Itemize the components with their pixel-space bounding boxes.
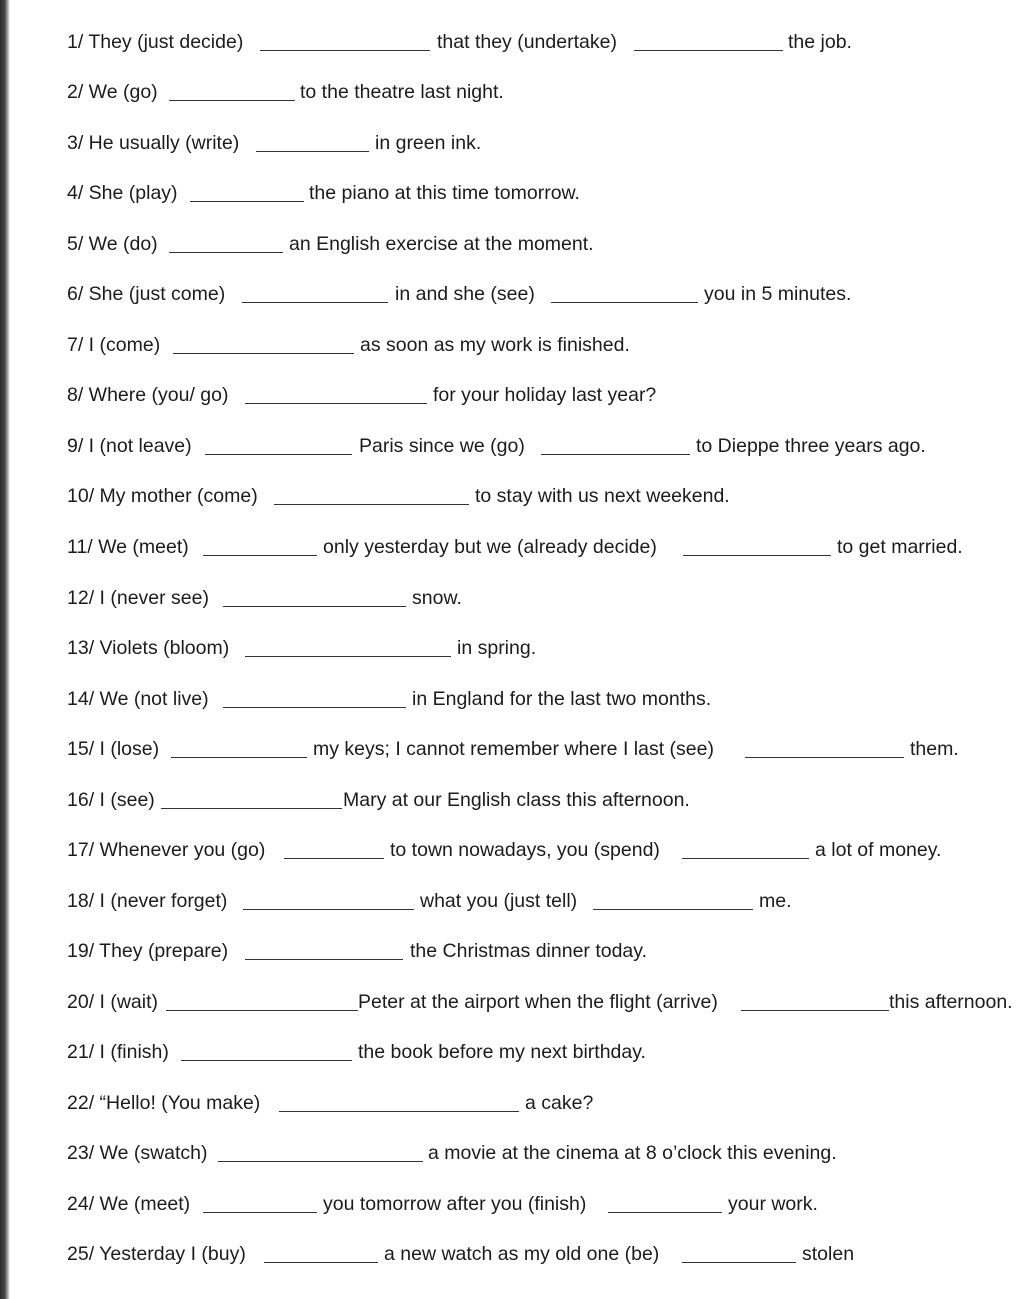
item-text: them. [910, 738, 959, 760]
item-text: 25/ Yesterday I (buy) [67, 1243, 246, 1265]
answer-blank[interactable] [541, 454, 690, 455]
item-text: 16/ I (see) [67, 789, 155, 811]
item-text: 3/ He usually (write) [67, 132, 240, 154]
item-text: in spring. [457, 637, 537, 659]
answer-blank[interactable] [205, 454, 352, 455]
item-text: 7/ I (come) [67, 334, 161, 356]
item-text: 9/ I (not leave) [67, 435, 192, 457]
item-text: 8/ Where (you/ go) [67, 384, 229, 406]
answer-blank[interactable] [264, 1262, 378, 1263]
item-text: 14/ We (not live) [67, 688, 209, 710]
item-text: 18/ I (never forget) [67, 890, 228, 912]
answer-blank[interactable] [245, 403, 427, 404]
item-text: stolen [802, 1243, 855, 1265]
item-text: 6/ She (just come) [67, 283, 226, 305]
answer-blank[interactable] [190, 201, 304, 202]
item-text: 24/ We (meet) [67, 1193, 191, 1215]
item-text: as soon as my work is finished. [360, 334, 630, 356]
answer-blank[interactable] [608, 1212, 722, 1213]
item-text: my keys; I cannot remember where I last (see) [313, 738, 714, 760]
answer-blank[interactable] [741, 1010, 889, 1011]
answer-blank[interactable] [634, 50, 783, 51]
item-text: snow. [412, 587, 462, 609]
item-text: 20/ I (wait) [67, 991, 159, 1013]
item-text: to get married. [837, 536, 963, 558]
answer-blank[interactable] [260, 50, 430, 51]
item-text: Peter at the airport when the flight (arrive) [358, 991, 718, 1013]
answer-blank[interactable] [683, 555, 831, 556]
answer-blank[interactable] [593, 909, 753, 910]
answer-blank[interactable] [218, 1161, 423, 1162]
item-text: what you (just tell) [420, 890, 578, 912]
answer-blank[interactable] [171, 757, 307, 758]
answer-blank[interactable] [284, 858, 384, 859]
answer-blank[interactable] [551, 302, 698, 303]
item-text: 23/ We (swatch) [67, 1142, 208, 1164]
item-text: a lot of money. [815, 839, 942, 861]
answer-blank[interactable] [682, 858, 809, 859]
item-text: to the theatre last night. [300, 81, 504, 103]
item-text: your work. [728, 1193, 818, 1215]
item-text: Mary at our English class this afternoon. [343, 789, 690, 811]
answer-blank[interactable] [245, 959, 403, 960]
answer-blank[interactable] [203, 555, 317, 556]
answer-blank[interactable] [245, 656, 451, 657]
item-text: 19/ They (prepare) [67, 940, 229, 962]
item-text: to town nowadays, you (spend) [390, 839, 660, 861]
item-text: 15/ I (lose) [67, 738, 160, 760]
item-text: in green ink. [375, 132, 482, 154]
answer-blank[interactable] [181, 1060, 352, 1061]
item-text: 13/ Violets (bloom) [67, 637, 230, 659]
item-text: you tomorrow after you (finish) [323, 1193, 587, 1215]
item-text: me. [759, 890, 792, 912]
item-text: 4/ She (play) [67, 182, 178, 204]
item-text: 12/ I (never see) [67, 587, 209, 609]
item-text: to stay with us next weekend. [475, 485, 730, 507]
item-text: 5/ We (do) [67, 233, 158, 255]
item-text: the book before my next birthday. [358, 1041, 646, 1063]
answer-blank[interactable] [223, 606, 406, 607]
item-text: a new watch as my old one (be) [384, 1243, 660, 1265]
answer-blank[interactable] [243, 909, 414, 910]
item-text: 17/ Whenever you (go) [67, 839, 266, 861]
answer-blank[interactable] [256, 151, 369, 152]
item-text: 1/ They (just decide) [67, 31, 244, 53]
item-text: an English exercise at the moment. [289, 233, 594, 255]
answer-blank[interactable] [203, 1212, 317, 1213]
item-text: the Christmas dinner today. [410, 940, 647, 962]
answer-blank[interactable] [169, 100, 295, 101]
answer-blank[interactable] [173, 353, 354, 354]
answer-blank[interactable] [279, 1111, 519, 1112]
answer-blank[interactable] [169, 252, 283, 253]
item-text: for your holiday last year? [433, 384, 657, 406]
answer-blank[interactable] [682, 1262, 796, 1263]
item-text: the piano at this time tomorrow. [309, 182, 580, 204]
item-text: the job. [788, 31, 852, 53]
answer-blank[interactable] [274, 504, 469, 505]
item-text: in and she (see) [395, 283, 535, 305]
item-text: 10/ My mother (come) [67, 485, 258, 507]
item-text: a cake? [525, 1092, 594, 1114]
answer-blank[interactable] [745, 757, 904, 758]
item-text: 22/ “Hello! (You make) [67, 1092, 261, 1114]
item-text: in England for the last two months. [412, 688, 712, 710]
item-text: 11/ We (meet) [67, 536, 189, 558]
item-text: only yesterday but we (already decide) [323, 536, 657, 558]
item-text: this afternoon. [889, 991, 1013, 1013]
item-text: that they (undertake) [437, 31, 617, 53]
item-text: 2/ We (go) [67, 81, 158, 103]
item-text: you in 5 minutes. [704, 283, 852, 305]
item-text: a movie at the cinema at 8 o’clock this evening. [428, 1142, 837, 1164]
item-text: 21/ I (finish) [67, 1041, 169, 1063]
item-text: Paris since we (go) [359, 435, 525, 457]
answer-blank[interactable] [166, 1010, 358, 1011]
answer-blank[interactable] [223, 707, 406, 708]
answer-blank[interactable] [161, 808, 342, 809]
item-text: to Dieppe three years ago. [696, 435, 926, 457]
answer-blank[interactable] [242, 302, 388, 303]
